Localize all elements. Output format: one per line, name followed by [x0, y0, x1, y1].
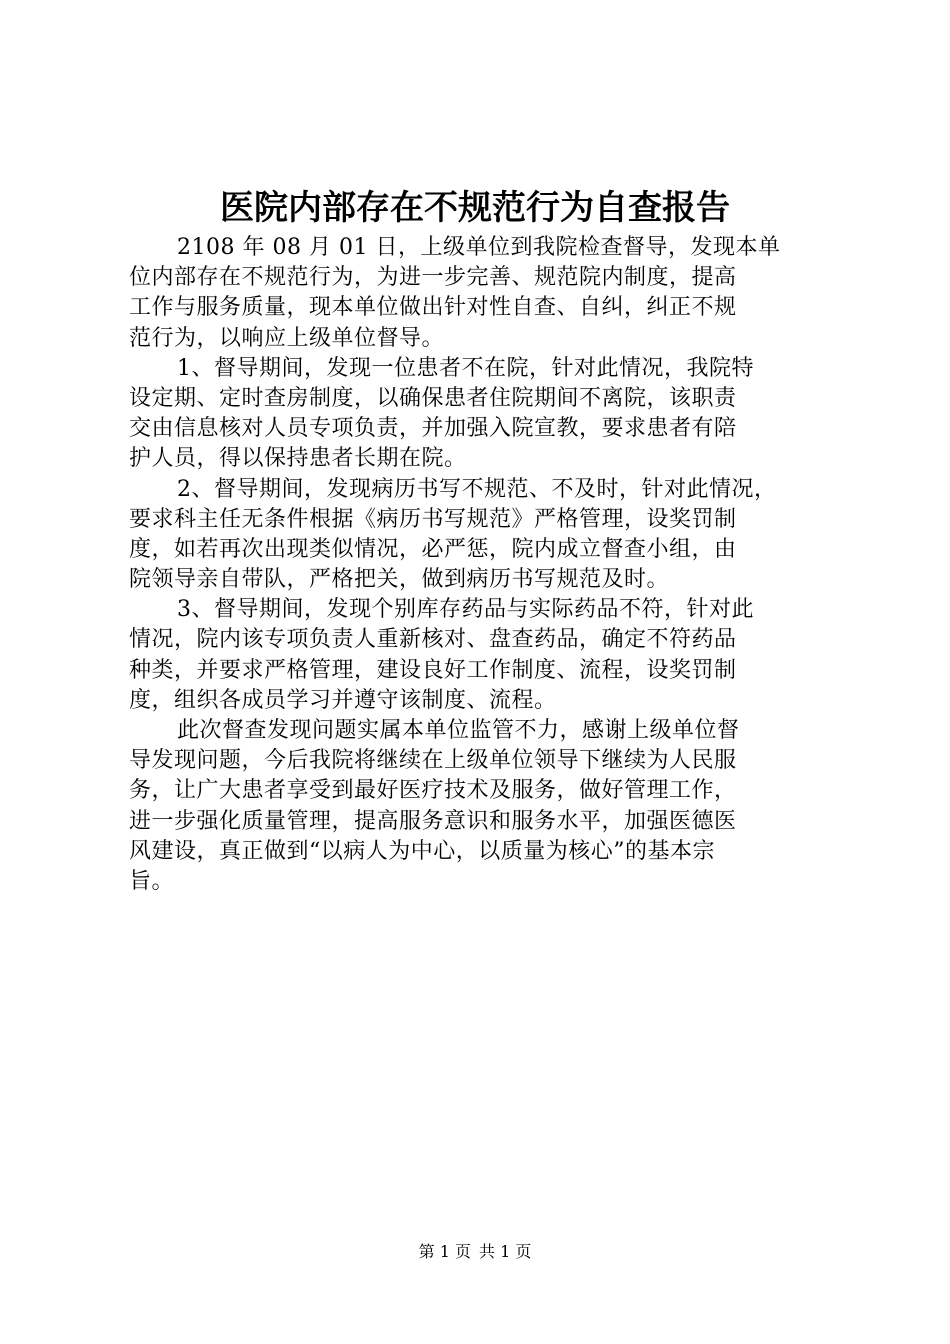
document-title: 医院内部存在不规范行为自查报告 [220, 188, 730, 228]
paragraph-line: 2、督导期间，发现病历书写不规范、不及时，针对此情况， [177, 476, 777, 502]
paragraph-line: 工作与服务质量，现本单位做出针对性自查、自纠，纠正不规 [129, 295, 737, 321]
paragraph-line: 此次督查发现问题实属本单位监管不力，感谢上级单位督 [177, 718, 740, 743]
page-number: 第 1 页 [418, 1242, 471, 1261]
paragraph-line: 2108 年 08 月 01 日，上级单位到我院检查督导，发现本单 [177, 235, 781, 260]
paragraph-line: 要求科主任无条件根据《病历书写规范》严格管理，设奖罚制 [129, 506, 737, 532]
paragraph-line: 位内部存在不规范行为，为进一步完善、规范院内制度，提高 [129, 265, 737, 291]
paragraph-line: 种类，并要求严格管理，建设良好工作制度、流程，设奖罚制 [129, 657, 737, 683]
paragraph-line: 情况，院内该专项负责人重新核对、盘查药品，确定不符药品 [129, 627, 737, 653]
paragraph-line: 护人员，得以保持患者长期在院。 [129, 446, 467, 472]
paragraph-line: 度，如若再次出现类似情况，必严惩，院内成立督查小组，由 [129, 536, 737, 562]
paragraph-line: 院领导亲自带队，严格把关，做到病历书写规范及时。 [129, 567, 670, 593]
page-footer [0, 1241, 950, 1263]
paragraph-line: 务，让广大患者享受到最好医疗技术及服务，做好管理工作， [129, 778, 737, 804]
paragraph-line: 范行为，以响应上级单位督导。 [129, 325, 445, 351]
paragraph-line: 3、督导期间，发现个别库存药品与实际药品不符，针对此 [177, 597, 754, 623]
page-total: 共 1 页 [479, 1242, 532, 1261]
paragraph-line: 设定期、定时查房制度，以确保患者住院期间不离院，该职责 [129, 385, 737, 411]
paragraph-line: 旨。 [129, 868, 175, 894]
paragraph-line: 风建设，真正做到“以病人为中心，以质量为核心”的基本宗 [129, 838, 715, 864]
document-body [129, 233, 829, 897]
paragraph-line: 1、督导期间，发现一位患者不在院，针对此情况，我院特 [177, 355, 754, 381]
paragraph-line: 度，组织各成员学习并遵守该制度、流程。 [129, 687, 557, 713]
paragraph-line: 进一步强化质量管理，提高服务意识和服务水平，加强医德医 [129, 808, 737, 834]
paragraph-line: 导发现问题，今后我院将继续在上级单位领导下继续为人民服 [129, 748, 737, 774]
paragraph-line: 交由信息核对人员专项负责，并加强入院宣教，要求患者有陪 [129, 416, 737, 442]
